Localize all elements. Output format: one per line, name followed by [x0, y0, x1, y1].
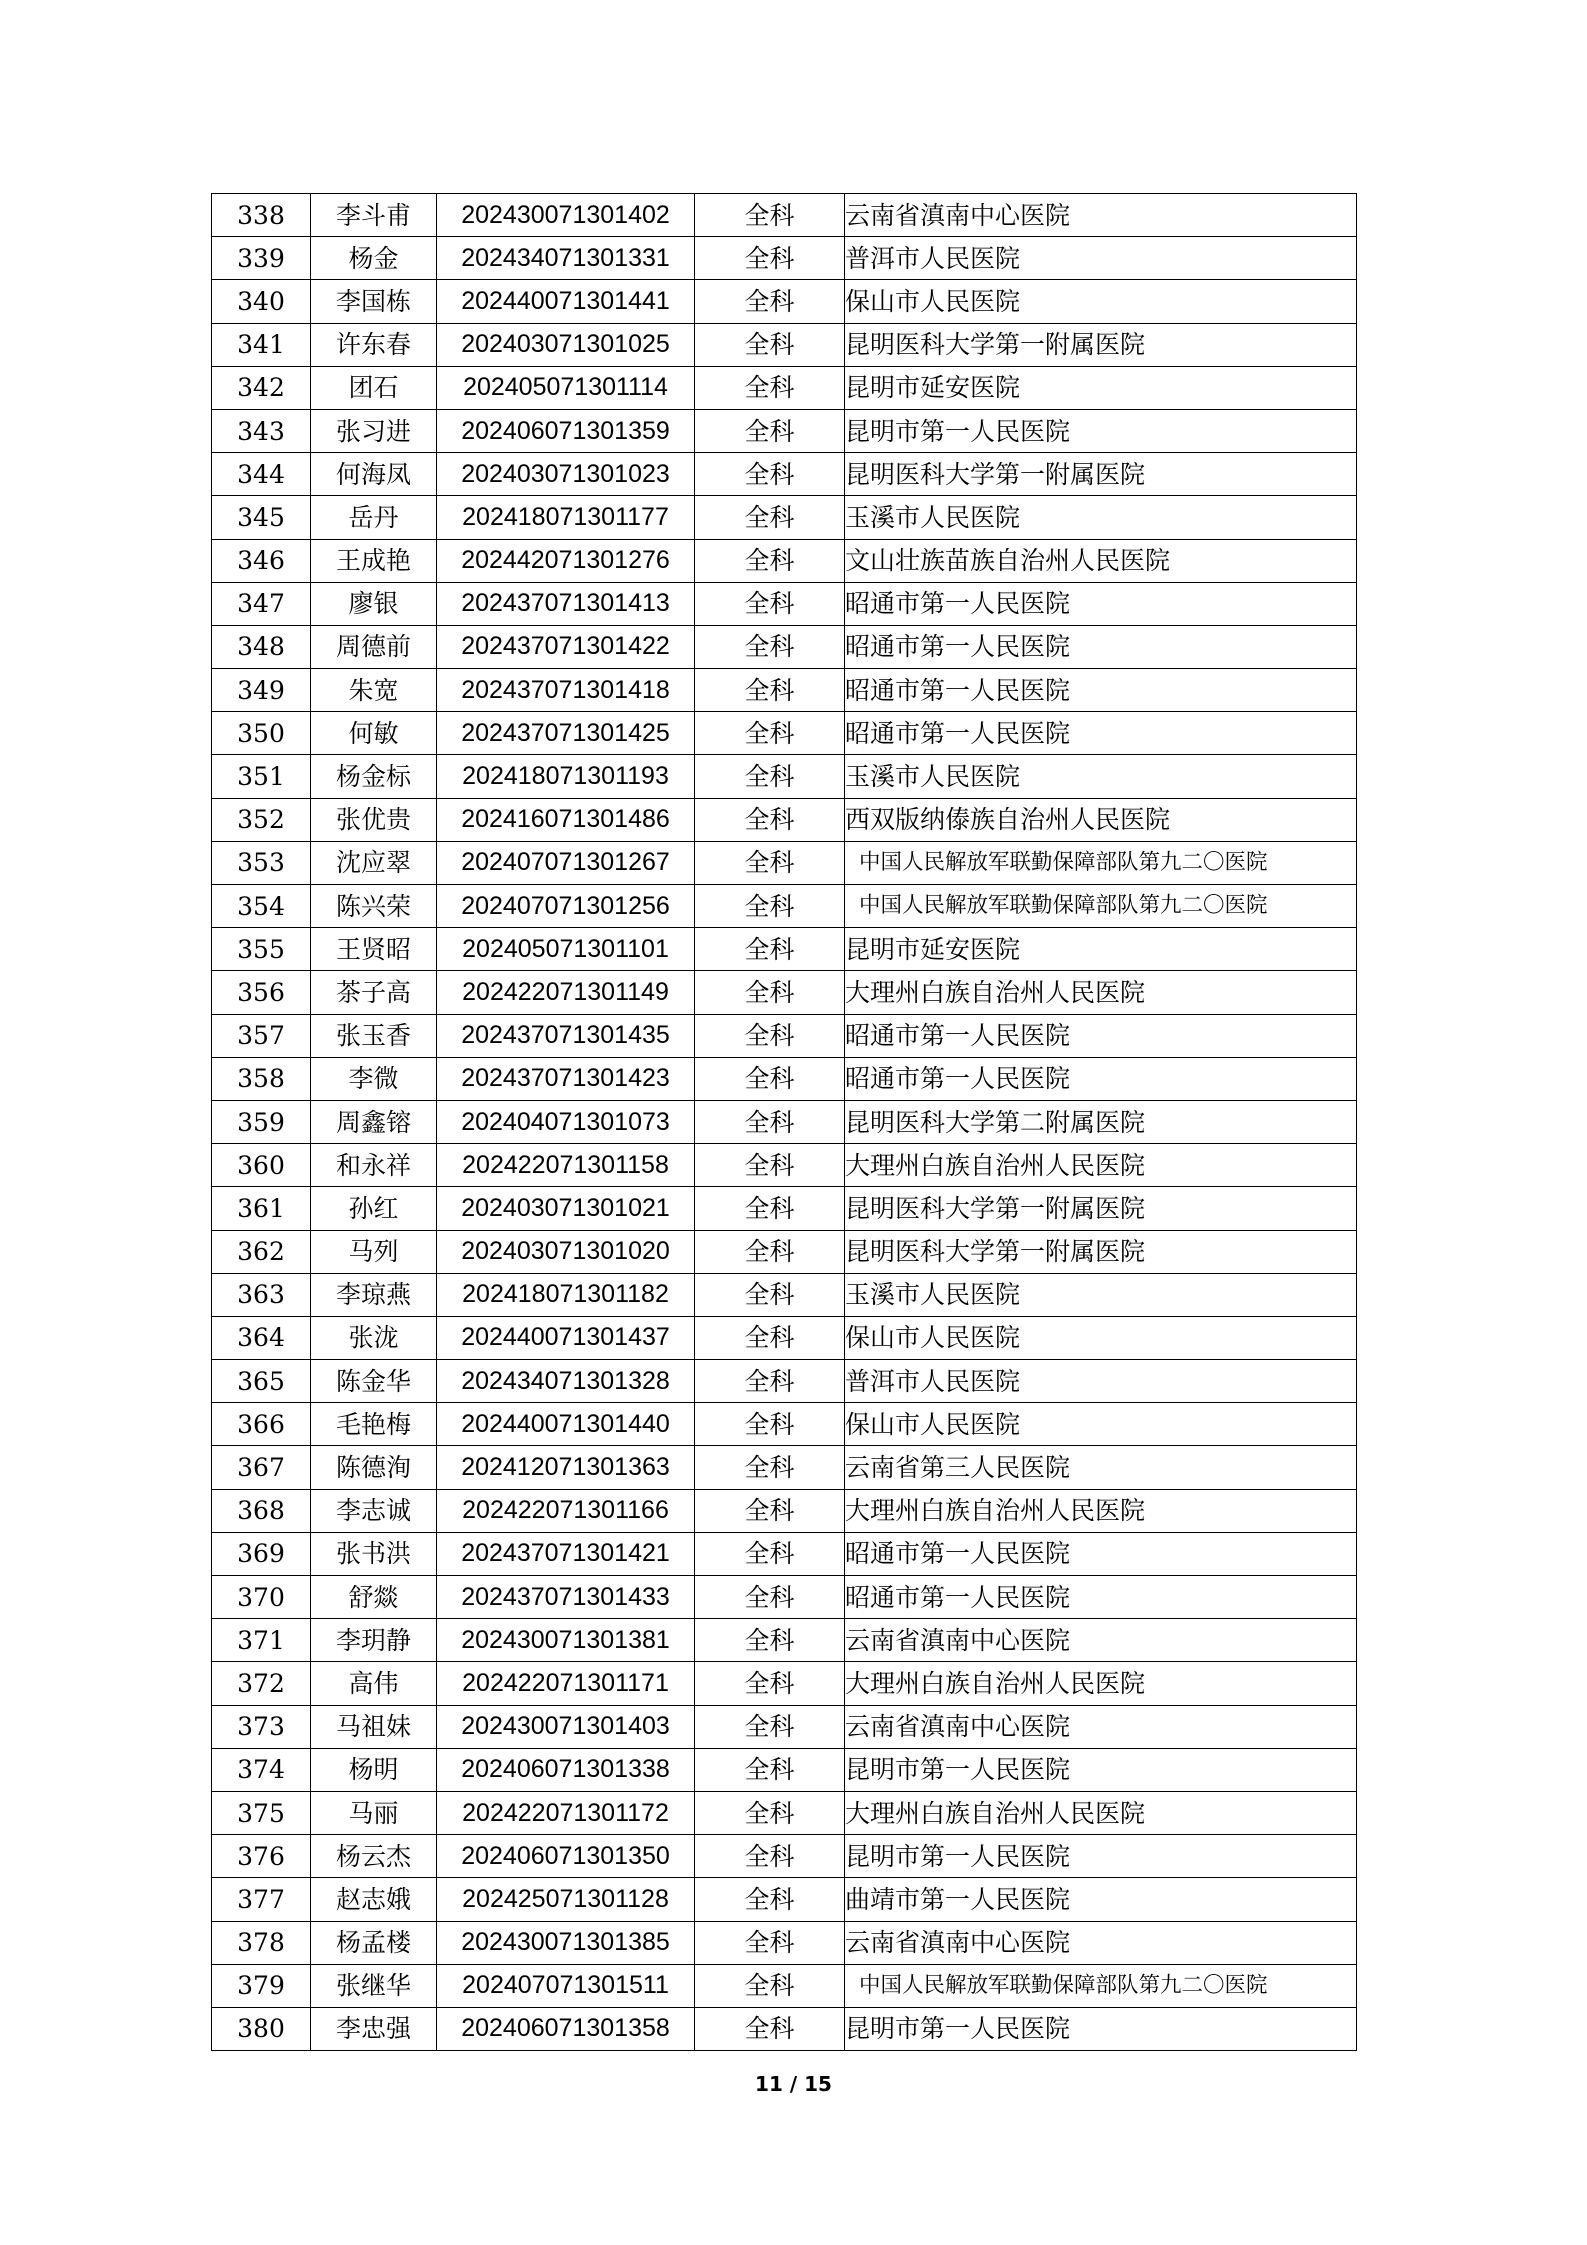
row-number-cell: 379	[212, 1964, 311, 2007]
department-cell: 全科	[695, 1057, 845, 1100]
table-row	[212, 539, 1357, 582]
registration-id-cell: 202418071301177	[437, 496, 695, 539]
row-number-cell: 338	[212, 194, 311, 237]
registration-id-cell: 202440071301437	[437, 1316, 695, 1359]
registration-id-cell: 202430071301381	[437, 1619, 695, 1662]
table-row	[212, 453, 1357, 496]
registration-id-cell: 202403071301020	[437, 1230, 695, 1273]
row-number-cell: 344	[212, 453, 311, 496]
table-row	[212, 625, 1357, 668]
table-row	[212, 1576, 1357, 1619]
table-row	[212, 194, 1357, 237]
department-cell: 全科	[695, 539, 845, 582]
hospital-cell: 玉溪市人民医院	[845, 755, 1357, 798]
name-cell: 张玉香	[311, 1014, 437, 1057]
registration-id-cell: 202437071301422	[437, 625, 695, 668]
department-cell: 全科	[695, 1791, 845, 1834]
row-number-cell: 343	[212, 409, 311, 452]
name-cell: 毛艳梅	[311, 1403, 437, 1446]
hospital-cell: 大理州白族自治州人民医院	[845, 971, 1357, 1014]
row-number-cell: 347	[212, 582, 311, 625]
row-number-cell: 360	[212, 1144, 311, 1187]
registration-id-cell: 202430071301403	[437, 1705, 695, 1748]
hospital-cell: 曲靖市第一人民医院	[845, 1878, 1357, 1921]
name-cell: 李微	[311, 1057, 437, 1100]
hospital-cell: 昭通市第一人民医院	[845, 1576, 1357, 1619]
registration-id-cell: 202422071301166	[437, 1489, 695, 1532]
department-cell: 全科	[695, 669, 845, 712]
row-number-cell: 355	[212, 928, 311, 971]
row-number-cell: 363	[212, 1273, 311, 1316]
table-row	[212, 496, 1357, 539]
row-number-cell: 370	[212, 1576, 311, 1619]
hospital-cell: 文山壮族苗族自治州人民医院	[845, 539, 1357, 582]
registration-id-cell: 202437071301423	[437, 1057, 695, 1100]
table-row	[212, 2007, 1357, 2050]
name-cell: 张书洪	[311, 1532, 437, 1575]
registration-id-cell: 202437071301418	[437, 669, 695, 712]
name-cell: 朱宽	[311, 669, 437, 712]
table-row	[212, 928, 1357, 971]
registration-id-cell: 202405071301114	[437, 366, 695, 409]
name-cell: 陈德洵	[311, 1446, 437, 1489]
registration-id-cell: 202407071301256	[437, 885, 695, 928]
table-row	[212, 712, 1357, 755]
hospital-cell: 昭通市第一人民医院	[845, 712, 1357, 755]
name-cell: 和永祥	[311, 1144, 437, 1187]
registration-id-cell: 202406071301358	[437, 2007, 695, 2050]
name-cell: 张习进	[311, 409, 437, 452]
hospital-cell: 昆明市第一人民医院	[845, 1748, 1357, 1791]
table-row	[212, 1619, 1357, 1662]
name-cell: 周德前	[311, 625, 437, 668]
row-number-cell: 376	[212, 1835, 311, 1878]
hospital-cell: 昆明市第一人民医院	[845, 1835, 1357, 1878]
registration-id-cell: 202407071301267	[437, 841, 695, 884]
row-number-cell: 354	[212, 885, 311, 928]
hospital-cell: 大理州白族自治州人民医院	[845, 1144, 1357, 1187]
registration-id-cell: 202412071301363	[437, 1446, 695, 1489]
registration-id-cell: 202422071301158	[437, 1144, 695, 1187]
table-row	[212, 1057, 1357, 1100]
registration-id-cell: 202434071301331	[437, 237, 695, 280]
hospital-cell: 昭通市第一人民医院	[845, 625, 1357, 668]
registration-id-cell: 202440071301441	[437, 280, 695, 323]
registration-id-cell: 202406071301359	[437, 409, 695, 452]
department-cell: 全科	[695, 1144, 845, 1187]
registration-id-cell: 202406071301338	[437, 1748, 695, 1791]
hospital-cell: 昆明市延安医院	[845, 928, 1357, 971]
department-cell: 全科	[695, 1662, 845, 1705]
department-cell: 全科	[695, 1360, 845, 1403]
table-row	[212, 1187, 1357, 1230]
department-cell: 全科	[695, 971, 845, 1014]
hospital-cell: 昭通市第一人民医院	[845, 1014, 1357, 1057]
table-row	[212, 1360, 1357, 1403]
registration-id-cell: 202403071301021	[437, 1187, 695, 1230]
hospital-cell: 西双版纳傣族自治州人民医院	[845, 798, 1357, 841]
row-number-cell: 361	[212, 1187, 311, 1230]
table-row	[212, 1964, 1357, 2007]
department-cell: 全科	[695, 2007, 845, 2050]
name-cell: 马祖妹	[311, 1705, 437, 1748]
table-row	[212, 1100, 1357, 1143]
name-cell: 李斗甫	[311, 194, 437, 237]
name-cell: 何海凤	[311, 453, 437, 496]
table-row	[212, 1791, 1357, 1834]
registration-id-cell: 202437071301413	[437, 582, 695, 625]
registration-id-cell: 202430071301402	[437, 194, 695, 237]
department-cell: 全科	[695, 1921, 845, 1964]
registration-id-cell: 202437071301433	[437, 1576, 695, 1619]
hospital-cell: 中国人民解放军联勤保障部队第九二〇医院	[845, 1964, 1357, 2007]
registration-id-cell: 202418071301193	[437, 755, 695, 798]
row-number-cell: 339	[212, 237, 311, 280]
name-cell: 王贤昭	[311, 928, 437, 971]
table-row	[212, 885, 1357, 928]
row-number-cell: 356	[212, 971, 311, 1014]
row-number-cell: 352	[212, 798, 311, 841]
row-number-cell: 357	[212, 1014, 311, 1057]
name-cell: 廖银	[311, 582, 437, 625]
name-cell: 赵志娥	[311, 1878, 437, 1921]
registration-id-cell: 202437071301435	[437, 1014, 695, 1057]
hospital-cell: 昭通市第一人民医院	[845, 582, 1357, 625]
row-number-cell: 342	[212, 366, 311, 409]
hospital-cell: 保山市人民医院	[845, 1403, 1357, 1446]
row-number-cell: 368	[212, 1489, 311, 1532]
hospital-cell: 昆明市延安医院	[845, 366, 1357, 409]
table-row	[212, 1878, 1357, 1921]
registration-id-cell: 202440071301440	[437, 1403, 695, 1446]
registration-id-cell: 202403071301023	[437, 453, 695, 496]
department-cell: 全科	[695, 1576, 845, 1619]
department-cell: 全科	[695, 885, 845, 928]
row-number-cell: 358	[212, 1057, 311, 1100]
name-cell: 团石	[311, 366, 437, 409]
name-cell: 杨金标	[311, 755, 437, 798]
name-cell: 杨明	[311, 1748, 437, 1791]
hospital-cell: 昭通市第一人民医院	[845, 1532, 1357, 1575]
table-row	[212, 669, 1357, 712]
name-cell: 李志诚	[311, 1489, 437, 1532]
hospital-cell: 中国人民解放军联勤保障部队第九二〇医院	[845, 885, 1357, 928]
row-number-cell: 348	[212, 625, 311, 668]
name-cell: 李玥静	[311, 1619, 437, 1662]
department-cell: 全科	[695, 1878, 845, 1921]
department-cell: 全科	[695, 1619, 845, 1662]
table-row	[212, 1921, 1357, 1964]
table-row	[212, 798, 1357, 841]
hospital-cell: 玉溪市人民医院	[845, 1273, 1357, 1316]
table-row	[212, 237, 1357, 280]
department-cell: 全科	[695, 1835, 845, 1878]
hospital-cell: 云南省滇南中心医院	[845, 1619, 1357, 1662]
table-row	[212, 1748, 1357, 1791]
department-cell: 全科	[695, 625, 845, 668]
table-row	[212, 323, 1357, 366]
row-number-cell: 371	[212, 1619, 311, 1662]
row-number-cell: 365	[212, 1360, 311, 1403]
row-number-cell: 350	[212, 712, 311, 755]
table-row	[212, 366, 1357, 409]
department-cell: 全科	[695, 323, 845, 366]
name-cell: 舒燚	[311, 1576, 437, 1619]
department-cell: 全科	[695, 496, 845, 539]
table-row	[212, 1014, 1357, 1057]
table-row	[212, 1662, 1357, 1705]
table-row	[212, 1446, 1357, 1489]
table-row	[212, 409, 1357, 452]
hospital-cell: 大理州白族自治州人民医院	[845, 1489, 1357, 1532]
hospital-cell: 云南省滇南中心医院	[845, 1921, 1357, 1964]
hospital-cell: 昆明医科大学第二附属医院	[845, 1100, 1357, 1143]
department-cell: 全科	[695, 841, 845, 884]
department-cell: 全科	[695, 1964, 845, 2007]
hospital-cell: 保山市人民医院	[845, 280, 1357, 323]
name-cell: 张泷	[311, 1316, 437, 1359]
department-cell: 全科	[695, 1532, 845, 1575]
registration-id-cell: 202418071301182	[437, 1273, 695, 1316]
hospital-cell: 大理州白族自治州人民医院	[845, 1791, 1357, 1834]
row-number-cell: 375	[212, 1791, 311, 1834]
name-cell: 张优贵	[311, 798, 437, 841]
registration-id-cell: 202416071301486	[437, 798, 695, 841]
registration-id-cell: 202434071301328	[437, 1360, 695, 1403]
department-cell: 全科	[695, 280, 845, 323]
registration-id-cell: 202405071301101	[437, 928, 695, 971]
table-row	[212, 1489, 1357, 1532]
hospital-cell: 普洱市人民医院	[845, 1360, 1357, 1403]
name-cell: 何敏	[311, 712, 437, 755]
table-row	[212, 841, 1357, 884]
row-number-cell: 346	[212, 539, 311, 582]
table-row	[212, 1273, 1357, 1316]
table-row	[212, 1835, 1357, 1878]
name-cell: 陈兴荣	[311, 885, 437, 928]
name-cell: 杨孟楼	[311, 1921, 437, 1964]
row-number-cell: 345	[212, 496, 311, 539]
department-cell: 全科	[695, 1489, 845, 1532]
name-cell: 杨云杰	[311, 1835, 437, 1878]
table-row	[212, 1705, 1357, 1748]
table-row	[212, 1144, 1357, 1187]
department-cell: 全科	[695, 928, 845, 971]
registration-id-cell: 202430071301385	[437, 1921, 695, 1964]
row-number-cell: 359	[212, 1100, 311, 1143]
hospital-cell: 昆明市第一人民医院	[845, 2007, 1357, 2050]
row-number-cell: 380	[212, 2007, 311, 2050]
department-cell: 全科	[695, 194, 845, 237]
department-cell: 全科	[695, 409, 845, 452]
row-number-cell: 353	[212, 841, 311, 884]
registration-id-cell: 202404071301073	[437, 1100, 695, 1143]
table-row	[212, 280, 1357, 323]
registration-id-cell: 202437071301425	[437, 712, 695, 755]
name-cell: 孙红	[311, 1187, 437, 1230]
hospital-cell: 昆明医科大学第一附属医院	[845, 323, 1357, 366]
hospital-cell: 昆明医科大学第一附属医院	[845, 453, 1357, 496]
department-cell: 全科	[695, 582, 845, 625]
name-cell: 王成艳	[311, 539, 437, 582]
row-number-cell: 367	[212, 1446, 311, 1489]
row-number-cell: 377	[212, 1878, 311, 1921]
registration-id-cell: 202422071301171	[437, 1662, 695, 1705]
row-number-cell: 373	[212, 1705, 311, 1748]
row-number-cell: 362	[212, 1230, 311, 1273]
hospital-cell: 中国人民解放军联勤保障部队第九二〇医院	[845, 841, 1357, 884]
hospital-cell: 昆明医科大学第一附属医院	[845, 1187, 1357, 1230]
department-cell: 全科	[695, 1748, 845, 1791]
page-number: 11 / 15	[755, 2072, 832, 2096]
hospital-cell: 昆明市第一人民医院	[845, 409, 1357, 452]
name-cell: 岳丹	[311, 496, 437, 539]
registration-id-cell: 202442071301276	[437, 539, 695, 582]
row-number-cell: 374	[212, 1748, 311, 1791]
row-number-cell: 340	[212, 280, 311, 323]
department-cell: 全科	[695, 1273, 845, 1316]
department-cell: 全科	[695, 712, 845, 755]
department-cell: 全科	[695, 1100, 845, 1143]
department-cell: 全科	[695, 1230, 845, 1273]
hospital-cell: 保山市人民医院	[845, 1316, 1357, 1359]
name-cell: 周鑫镕	[311, 1100, 437, 1143]
row-number-cell: 351	[212, 755, 311, 798]
hospital-cell: 昭通市第一人民医院	[845, 1057, 1357, 1100]
row-number-cell: 366	[212, 1403, 311, 1446]
registration-id-cell: 202406071301350	[437, 1835, 695, 1878]
department-cell: 全科	[695, 1403, 845, 1446]
registration-id-cell: 202422071301172	[437, 1791, 695, 1834]
registration-id-cell: 202407071301511	[437, 1964, 695, 2007]
registration-id-cell: 202437071301421	[437, 1532, 695, 1575]
name-cell: 马丽	[311, 1791, 437, 1834]
registration-id-cell: 202403071301025	[437, 323, 695, 366]
table-row	[212, 755, 1357, 798]
row-number-cell: 369	[212, 1532, 311, 1575]
row-number-cell: 378	[212, 1921, 311, 1964]
hospital-cell: 昆明医科大学第一附属医院	[845, 1230, 1357, 1273]
hospital-cell: 普洱市人民医院	[845, 237, 1357, 280]
row-number-cell: 349	[212, 669, 311, 712]
table-row	[212, 971, 1357, 1014]
department-cell: 全科	[695, 237, 845, 280]
name-cell: 陈金华	[311, 1360, 437, 1403]
table-row	[212, 1403, 1357, 1446]
hospital-cell: 昭通市第一人民医院	[845, 669, 1357, 712]
hospital-cell: 大理州白族自治州人民医院	[845, 1662, 1357, 1705]
hospital-cell: 云南省第三人民医院	[845, 1446, 1357, 1489]
name-cell: 杨金	[311, 237, 437, 280]
registration-id-cell: 202425071301128	[437, 1878, 695, 1921]
row-number-cell: 372	[212, 1662, 311, 1705]
name-cell: 李忠强	[311, 2007, 437, 2050]
department-cell: 全科	[695, 1014, 845, 1057]
department-cell: 全科	[695, 366, 845, 409]
department-cell: 全科	[695, 798, 845, 841]
department-cell: 全科	[695, 453, 845, 496]
department-cell: 全科	[695, 1187, 845, 1230]
department-cell: 全科	[695, 755, 845, 798]
name-cell: 茶子高	[311, 971, 437, 1014]
hospital-cell: 云南省滇南中心医院	[845, 194, 1357, 237]
table-row	[212, 1230, 1357, 1273]
name-cell: 许东春	[311, 323, 437, 366]
department-cell: 全科	[695, 1316, 845, 1359]
hospital-cell: 云南省滇南中心医院	[845, 1705, 1357, 1748]
name-cell: 张继华	[311, 1964, 437, 2007]
roster-table-body	[212, 194, 1357, 2051]
row-number-cell: 341	[212, 323, 311, 366]
roster-table	[211, 193, 1357, 2051]
name-cell: 马列	[311, 1230, 437, 1273]
row-number-cell: 364	[212, 1316, 311, 1359]
table-row	[212, 1532, 1357, 1575]
department-cell: 全科	[695, 1705, 845, 1748]
registration-id-cell: 202422071301149	[437, 971, 695, 1014]
name-cell: 沈应翠	[311, 841, 437, 884]
name-cell: 李国栋	[311, 280, 437, 323]
table-row	[212, 582, 1357, 625]
hospital-cell: 玉溪市人民医院	[845, 496, 1357, 539]
name-cell: 高伟	[311, 1662, 437, 1705]
name-cell: 李琼燕	[311, 1273, 437, 1316]
department-cell: 全科	[695, 1446, 845, 1489]
table-row	[212, 1316, 1357, 1359]
